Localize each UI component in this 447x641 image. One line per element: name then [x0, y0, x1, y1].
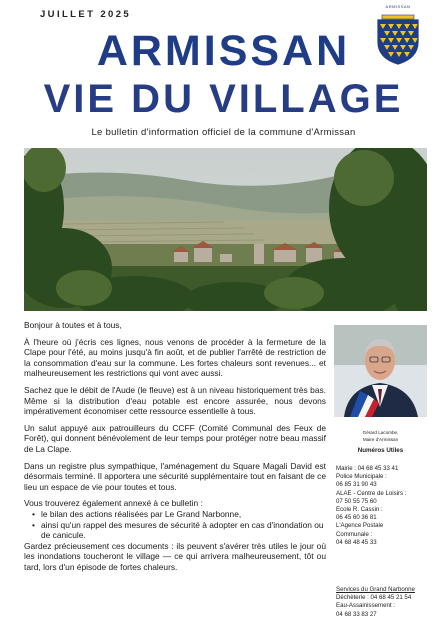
- list-item: 04 68 33 83 27: [336, 610, 377, 618]
- list-item: Communale :: [336, 530, 373, 538]
- paragraph-5-intro: Vous trouverez également annexé à ce bulletin :: [24, 498, 203, 509]
- title-armissan: ARMISSAN: [96, 27, 351, 75]
- editorial-text: [24, 320, 326, 578]
- paragraph-4: Dans un registre plus sympathique, l'aménagement du Square Magali David est désormais terminé. Il apportera une sécurité supplémentaire tout en faisant de ce lieu un espace de vie pour toutes et tous.: [24, 460, 326, 492]
- caption-name: Gérard Lacombe,: [362, 430, 399, 435]
- list-item: ALAE - Centre de Loisirs :: [336, 489, 407, 497]
- paragraph-1: À l'heure où j'écris ces lignes, nous venons de procéder à la fermeture de la Clape pour l'été, au moins jusqu'à fin août, et de publier l'arrêté de restriction de la consommation d'eau sur la commune. Les fortes chaleurs sont revenues... et malheureusement les restrictions qui vont avec aussi.: [24, 336, 326, 379]
- list-item: • ainsi qu'un rappel des mesures de sécurité à adopter en cas d'inondation ou de canicule.: [34, 520, 326, 541]
- list-item: 04 68 48 45 33: [336, 538, 377, 546]
- greeting: Bonjour à toutes et à tous,: [24, 320, 122, 330]
- mayor-portrait: [334, 325, 427, 417]
- useful-numbers-list: [336, 465, 428, 547]
- list-item: Police Municipale :: [336, 473, 387, 481]
- list-item: Eau-Assainissement :: [336, 602, 395, 610]
- list-item: 06 45 60 36 81: [336, 514, 377, 522]
- list-item: L'Agence Postale: [336, 522, 384, 530]
- list-item: 06 85 31 90 43: [336, 481, 377, 489]
- crest-label: ARMISSAN: [385, 4, 411, 9]
- caption-role: Maire d'Armissan: [362, 436, 399, 442]
- list-item: Ecole R. Cassin :: [336, 506, 383, 514]
- list-item: 07 50 55 75 60: [336, 497, 377, 505]
- list-item: Déchèterie : 04 68 45 21 54: [336, 594, 412, 602]
- list-item: • le bilan des actions réalisées par Le Grand Narbonne,: [34, 509, 326, 520]
- annex-list: [24, 509, 326, 541]
- useful-numbers-title: Numéros Utiles: [357, 447, 404, 454]
- paragraph-3: Un salut appuyé aux patrouilleurs du CCFF (Comité Communal des Feux de Forêt), qui donnent bénévolement de leur temps pour protéger notre beau massif de La Clape.: [24, 422, 326, 454]
- issue-date: JUILLET 2025: [40, 9, 132, 20]
- portrait-caption: [334, 430, 427, 443]
- list-item: Mairie : 04 68 45 33 41: [336, 465, 399, 472]
- title-vie-du-village: VIE DU VILLAGE: [43, 77, 404, 121]
- paragraph-2: Sachez que le débit de l'Aude (le fleuve) est à un niveau historiquement très bas. Même si la distribution d'eau potable est encore assurée, nous devons impérativement économiser cette ressource essentielle à tous.: [24, 384, 326, 417]
- village-landscape-photo: [24, 148, 427, 311]
- grand-narbonne-title: Services du Grand Narbonne: [336, 586, 415, 593]
- paragraph-6: Gardez précieusement ces documents : ils peuvent s'avérer très utiles le jour où les inondations toucheront le village — ce qui arrivera malheureusement, tôt ou tard, lors d'un épisode de fortes chaleurs.: [24, 540, 326, 572]
- subtitle: Le bulletin d'information officiel de la commune d'Armissan: [91, 127, 356, 138]
- grand-narbonne-services: [336, 586, 428, 619]
